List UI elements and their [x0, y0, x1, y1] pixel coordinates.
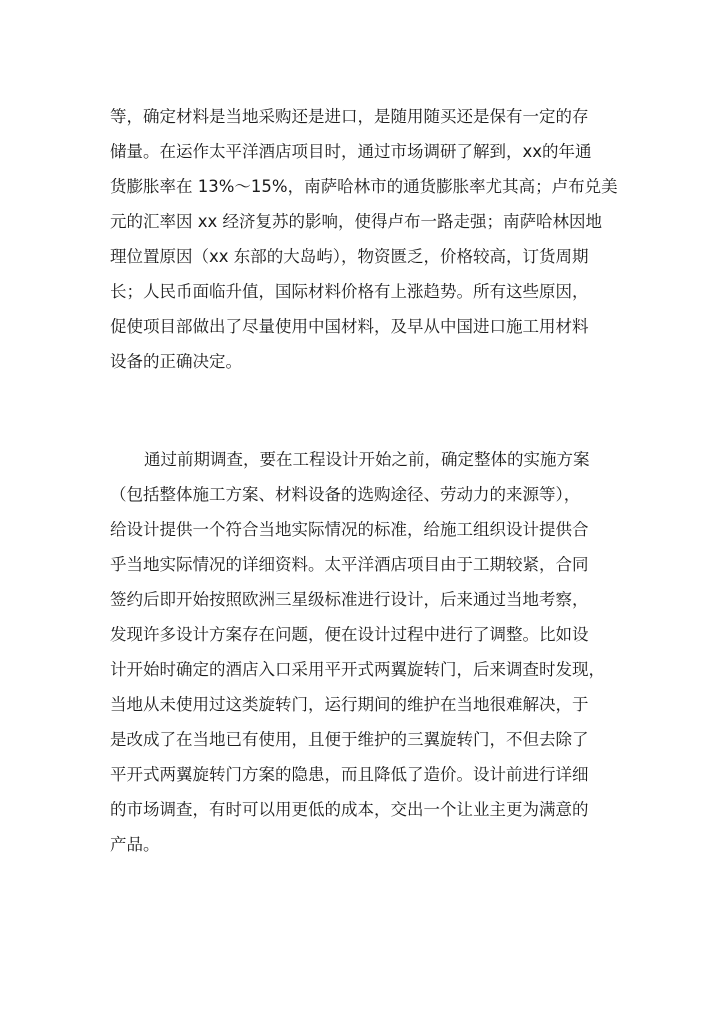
paragraph-line: 理位置原因（xx 东部的大岛屿），物资匮乏，价格较高，订货周期 [110, 247, 589, 266]
paragraph-line: 设备的正确决定。 [110, 352, 242, 371]
paragraph-line: 发现许多设计方案存在问题，便在设计过程中进行了调整。比如设 [110, 625, 589, 644]
paragraph-line: 长；人民币面临升值，国际材料价格有上涨趋势。所有这些原因， [110, 282, 589, 301]
paragraph-line: 元的汇率因 xx 经济复苏的影响，使得卢布一路走强；南萨哈林因地 [110, 212, 603, 231]
paragraph-line: 等，确定材料是当地采购还是进口，是随用随买还是保有一定的存 [110, 107, 589, 126]
paragraph-line: 给设计提供一个符合当地实际情况的标准，给施工组织设计提供合 [110, 520, 589, 539]
paragraph-line: 储量。在运作太平洋酒店项目时，通过市场调研了解到，xx的年通 [110, 142, 592, 161]
paragraph-line: 当地从未使用过这类旋转门，运行期间的维护在当地很难解决，于 [110, 695, 589, 714]
paragraph-preliminary-survey [110, 442, 630, 862]
paragraph-line: 产品。 [110, 835, 160, 854]
paragraph-line: 的市场调查，有时可以用更低的成本，交出一个让业主更为满意的 [110, 800, 589, 819]
paragraph-line: 计开始时确定的酒店入口采用平开式两翼旋转门，后来调查时发现， [110, 660, 605, 679]
paragraph-line: 通过前期调查，要在工程设计开始之前，确定整体的实施方案 [144, 450, 590, 469]
paragraph-line: 是改成了在当地已有使用，且便于维护的三翼旋转门，不但去除了 [110, 730, 589, 749]
paragraph-line: 货膨胀率在 13%～15%，南萨哈林市的通货膨胀率尤其高；卢布兑美 [110, 177, 618, 196]
paragraph-line: 签约后即开始按照欧洲三星级标准进行设计，后来通过当地考察， [110, 590, 589, 609]
paragraph-line: 促使项目部做出了尽量使用中国材料，及早从中国进口施工用材料 [110, 317, 589, 336]
paragraph-material-procurement [110, 99, 630, 379]
paragraph-line: （包括整体施工方案、材料设备的选购途径、劳动力的来源等）， [110, 485, 581, 504]
paragraph-line: 平开式两翼旋转门方案的隐患，而且降低了造价。设计前进行详细 [110, 765, 589, 784]
paragraph-line: 乎当地实际情况的详细资料。太平洋酒店项目由于工期较紧，合同 [110, 555, 589, 574]
